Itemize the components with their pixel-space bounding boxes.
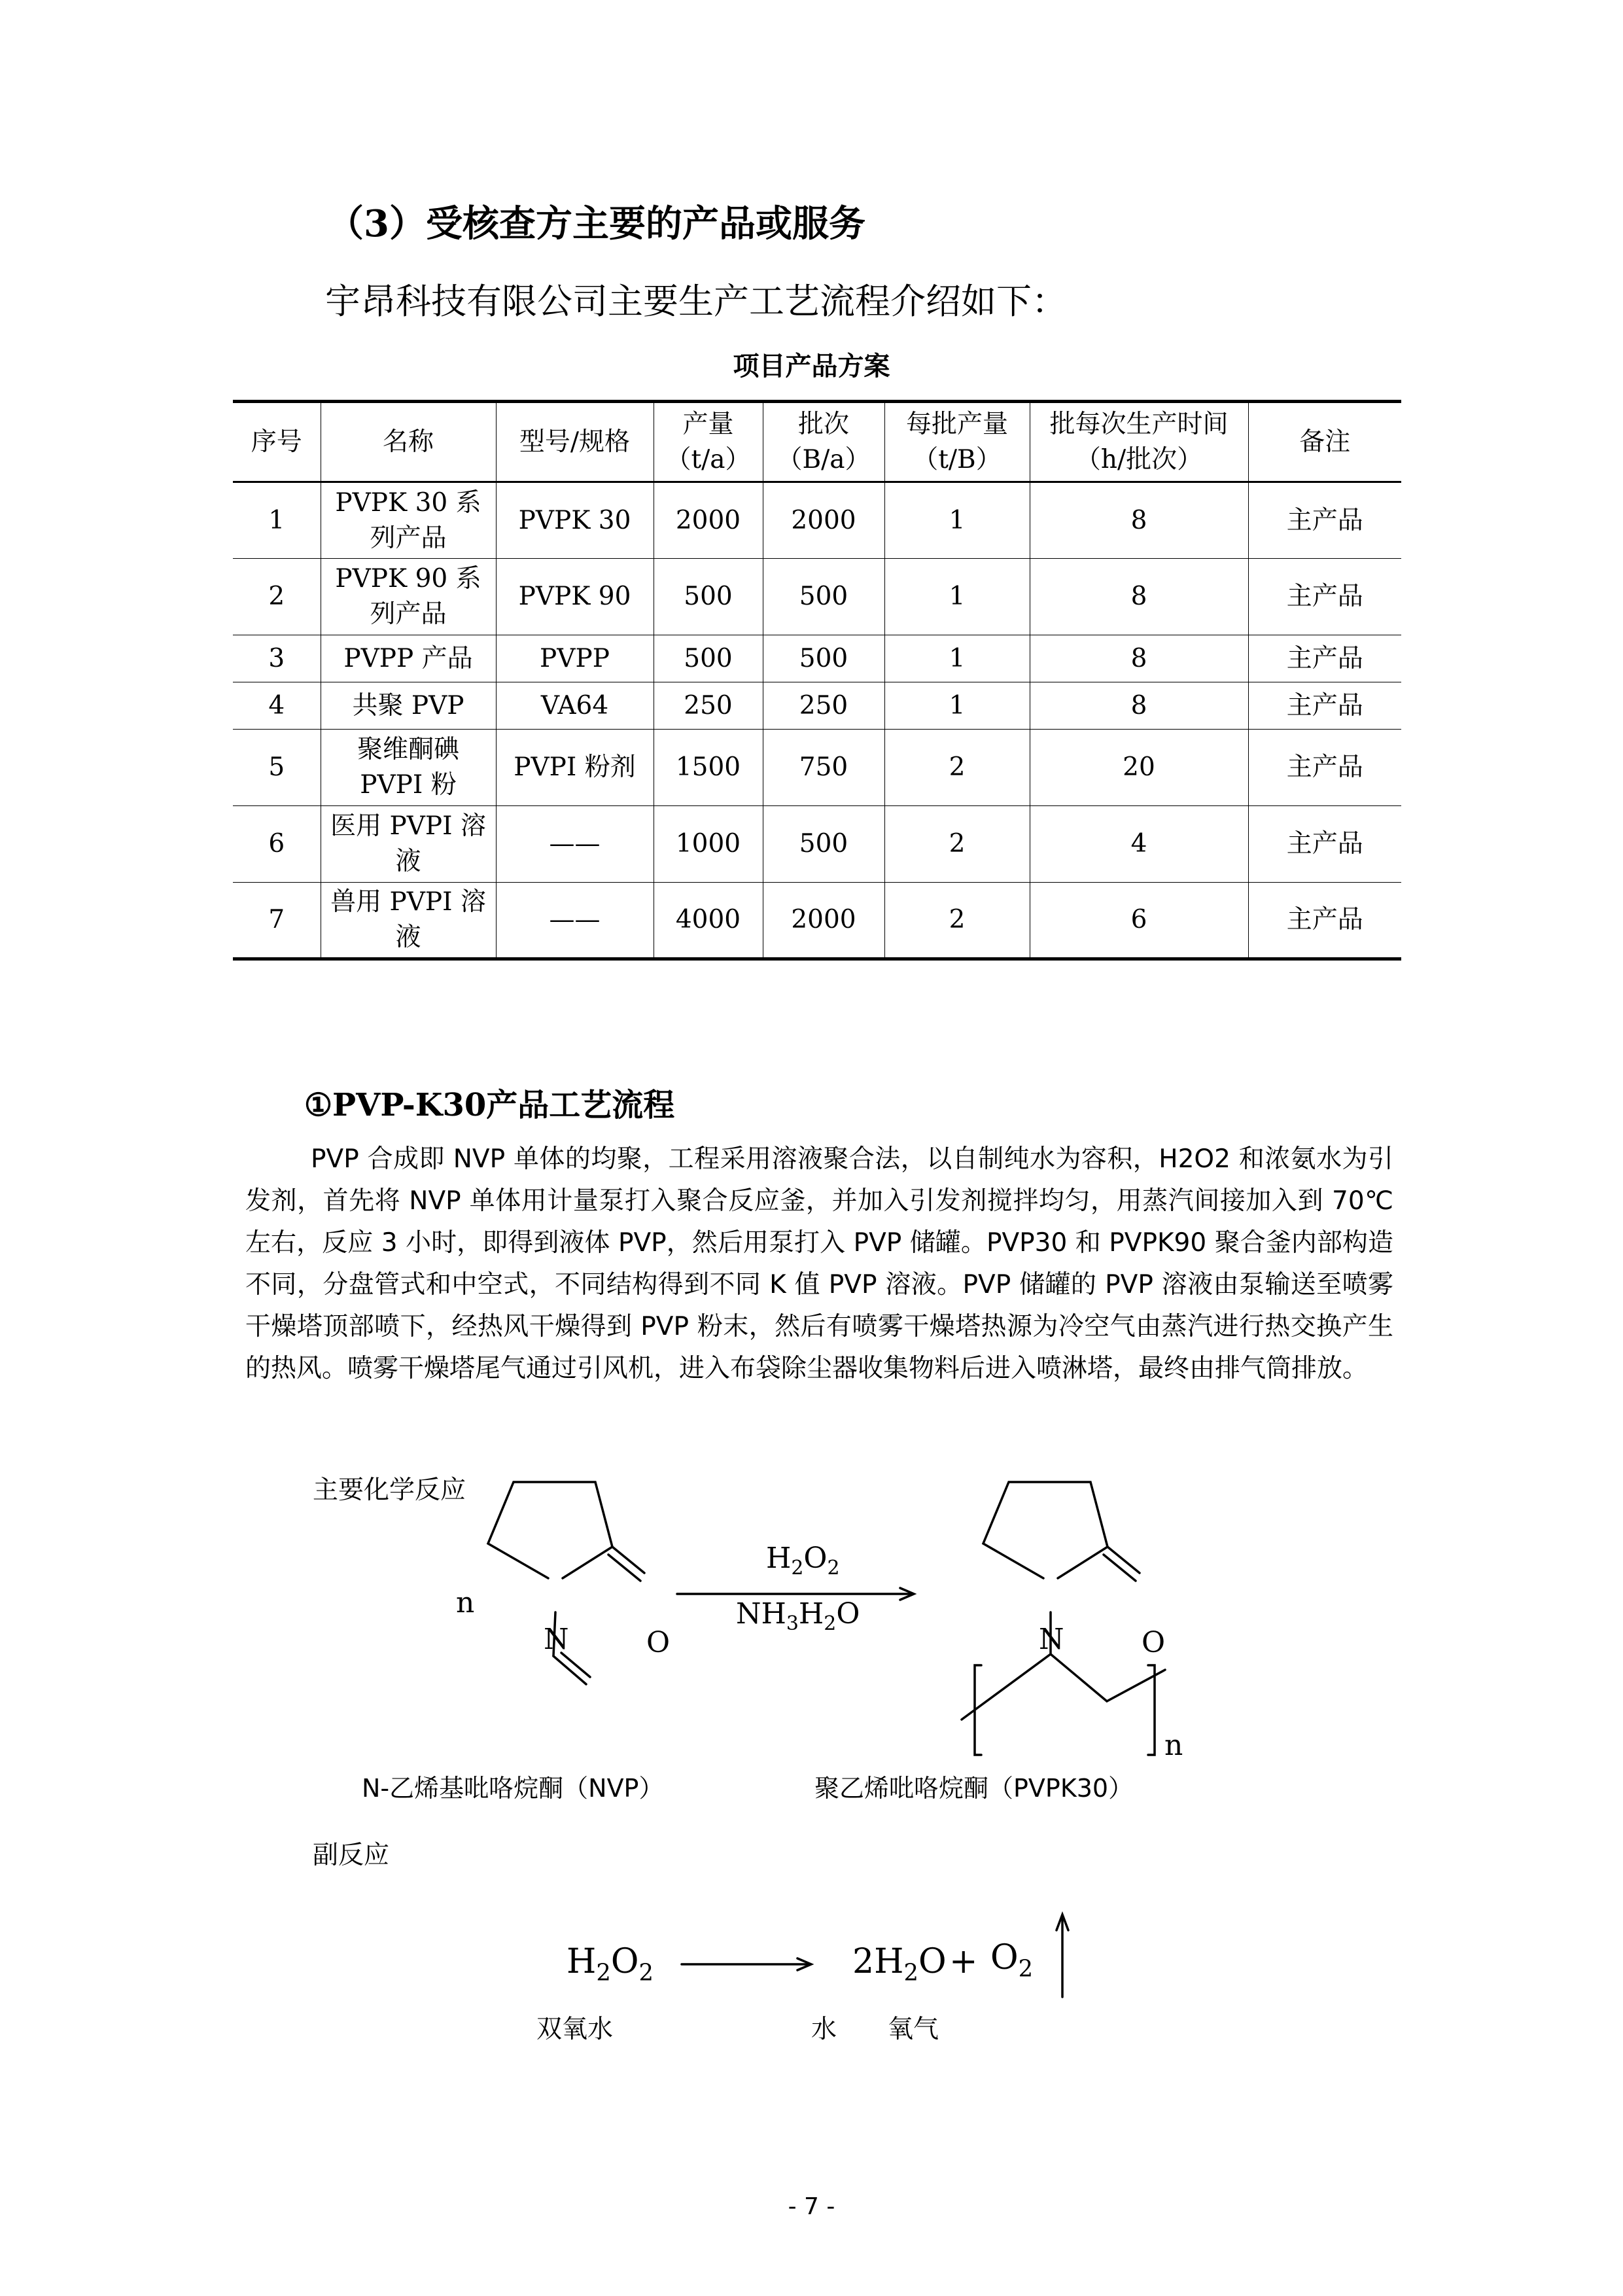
table-cell: 8 (1030, 682, 1248, 730)
table-cell: PVPI 粉剂 (496, 730, 654, 806)
nvp-atom-n: N (544, 1623, 569, 1656)
table-cell: 6 (233, 806, 321, 883)
nvp-vinyl-double-2 (561, 1653, 590, 1677)
table-cell: 1 (884, 559, 1030, 635)
pvp-atom-o: O (1142, 1626, 1166, 1659)
table-cell: 聚维酮碘 PVPI 粉 (321, 730, 496, 806)
table-cell: PVPK 30 (496, 482, 654, 559)
table-cell: 5 (233, 730, 321, 806)
column-header: 批次（B/a） (763, 402, 884, 482)
nvp-atom-o: O (646, 1626, 671, 1659)
column-header: 备注 (1248, 402, 1401, 482)
table-cell: 2 (884, 883, 1030, 959)
table-cell: 2000 (763, 482, 884, 559)
table-cell: 500 (763, 806, 884, 883)
column-header: 序号 (233, 402, 321, 482)
column-header: 产量（t/a） (654, 402, 763, 482)
reagent-nh3h2o: $NH_3H_2O$ (736, 1597, 860, 1635)
table-cell: 2 (233, 559, 321, 635)
table-cell: 主产品 (1248, 682, 1401, 730)
table-cell: 主产品 (1248, 635, 1401, 682)
table-cell: 主产品 (1248, 806, 1401, 883)
table-cell: 共聚 PVP (321, 682, 496, 730)
column-header: 批每次生产时间（h/批次） (1030, 402, 1248, 482)
table-cell: PVPP 产品 (321, 635, 496, 682)
table-cell: 主产品 (1248, 559, 1401, 635)
table-cell: 1 (233, 482, 321, 559)
table-cell: 8 (1030, 559, 1248, 635)
table-cell: 500 (763, 559, 884, 635)
table-cell: 4000 (654, 883, 763, 959)
process-paragraph: PVP 合成即 NVP 单体的均聚，工程采用溶液聚合法，以自制纯水为容积，H2O2 和浓氨水为引发剂，首先将 NVP 单体用计量泵打入聚合反应釜，并加入引发剂搅拌均匀，用蒸汽间接加入到 70℃左右，反应 3 小时，即得到液体 PVP，然后用泵打入 PVP 储罐。PVP30 和 PVPK90 聚合釜内部构造不同，分盘管式和中空式，不同结构得到不同 K 值 PVP 溶液。PVP 储罐的 PVP 溶液由泵输送至喷雾干燥塔顶部喷下，经热风干燥得到 PVP 粉末，然后有喷雾干燥塔热源为冷空气由蒸汽进行热交换产生的热风。喷雾干燥塔尾气通过引风机，进入布袋除尘器收集物料后进入喷淋塔，最终由排气筒排放。 (245, 1144, 1393, 1383)
pvp-carbonyl-bond-double (1104, 1555, 1136, 1581)
polymer-bracket-left (975, 1665, 981, 1755)
table-cell: 1 (884, 482, 1030, 559)
intro-text: 宇昂科技有限公司主要生产工艺流程介绍如下： (325, 281, 1067, 322)
table-cell: 兽用 PVPI 溶液 (321, 883, 496, 959)
nvp-ring-bond (563, 1547, 612, 1578)
table-cell: 2 (884, 730, 1030, 806)
table-cell: 7 (233, 883, 321, 959)
table-cell: PVPK 90 系列产品 (321, 559, 496, 635)
table-cell: 主产品 (1248, 482, 1401, 559)
main-reaction-label: 主要化学反应 (313, 1475, 466, 1505)
pvp-atom-n: N (1039, 1623, 1064, 1656)
pvp-backbone (962, 1654, 1165, 1720)
table-cell: —— (496, 806, 654, 883)
table-cell: 3 (233, 635, 321, 682)
table-cell: 2000 (763, 883, 884, 959)
table-cell: 1 (884, 682, 1030, 730)
pvp-carbonyl-bond (1108, 1547, 1140, 1573)
pvp-ring (983, 1482, 1108, 1578)
side-product-oxygen: $O_2$ (990, 1938, 1034, 1983)
table-cell: 医用 PVPI 溶液 (321, 806, 496, 883)
table-cell: 主产品 (1248, 730, 1401, 806)
table-cell: 4 (233, 682, 321, 730)
side-reactant-name: 双氧水 (536, 2015, 614, 2044)
column-header: 名称 (321, 402, 496, 482)
table-cell: 8 (1030, 482, 1248, 559)
table-cell: 250 (654, 682, 763, 730)
pvp-ring-bond (1058, 1547, 1108, 1578)
table-cell: 2 (884, 806, 1030, 883)
table-cell: 1000 (654, 806, 763, 883)
product-name: 聚乙烯吡咯烷酮（PVPK30） (814, 1774, 1134, 1803)
reactant-name: N-乙烯基吡咯烷酮（NVP） (362, 1774, 664, 1803)
table-cell: 主产品 (1248, 883, 1401, 959)
table-cell: 8 (1030, 635, 1248, 682)
process-heading: ①PVP-K30产品工艺流程 (304, 1087, 675, 1123)
section-heading: （3）受核查方主要的产品或服务 (327, 202, 865, 245)
table-cell: 500 (654, 635, 763, 682)
side-product-water: $2H_2O$ (852, 1942, 947, 1987)
table-cell: 6 (1030, 883, 1248, 959)
side-reaction-label: 副反应 (313, 1841, 390, 1870)
column-header: 每批产量（t/B） (884, 402, 1030, 482)
table-cell: PVPP (496, 635, 654, 682)
table-cell: 1500 (654, 730, 763, 806)
table-cell: —— (496, 883, 654, 959)
table-cell: 4 (1030, 806, 1248, 883)
table-cell: 250 (763, 682, 884, 730)
table-cell: 2000 (654, 482, 763, 559)
side-product-1-name: 水 (811, 2015, 837, 2044)
column-header: 型号/规格 (496, 402, 654, 482)
coefficient-n: n (456, 1586, 475, 1619)
table-cell: 500 (654, 559, 763, 635)
page-number: - 7 - (788, 2193, 835, 2220)
reagent-h2o2: $H_2O_2$ (766, 1542, 840, 1580)
table-cell: 750 (763, 730, 884, 806)
nvp-carbonyl-bond-double (608, 1555, 640, 1581)
polymer-subscript-n: n (1164, 1729, 1183, 1762)
table-cell: PVPK 30 系列产品 (321, 482, 496, 559)
nvp-carbonyl-bond (612, 1547, 644, 1573)
side-reactant-h2o2: $H_2O_2$ (567, 1942, 654, 1987)
table-cell: VA64 (496, 682, 654, 730)
nvp-ring (488, 1482, 612, 1578)
table-cell: 1 (884, 635, 1030, 682)
table-caption: 项目产品方案 (733, 351, 890, 381)
side-product-2-name: 氧气 (888, 2015, 939, 2044)
table-cell: 20 (1030, 730, 1248, 806)
plus-sign: + (949, 1942, 978, 1981)
table-cell: 500 (763, 635, 884, 682)
table-cell: PVPK 90 (496, 559, 654, 635)
